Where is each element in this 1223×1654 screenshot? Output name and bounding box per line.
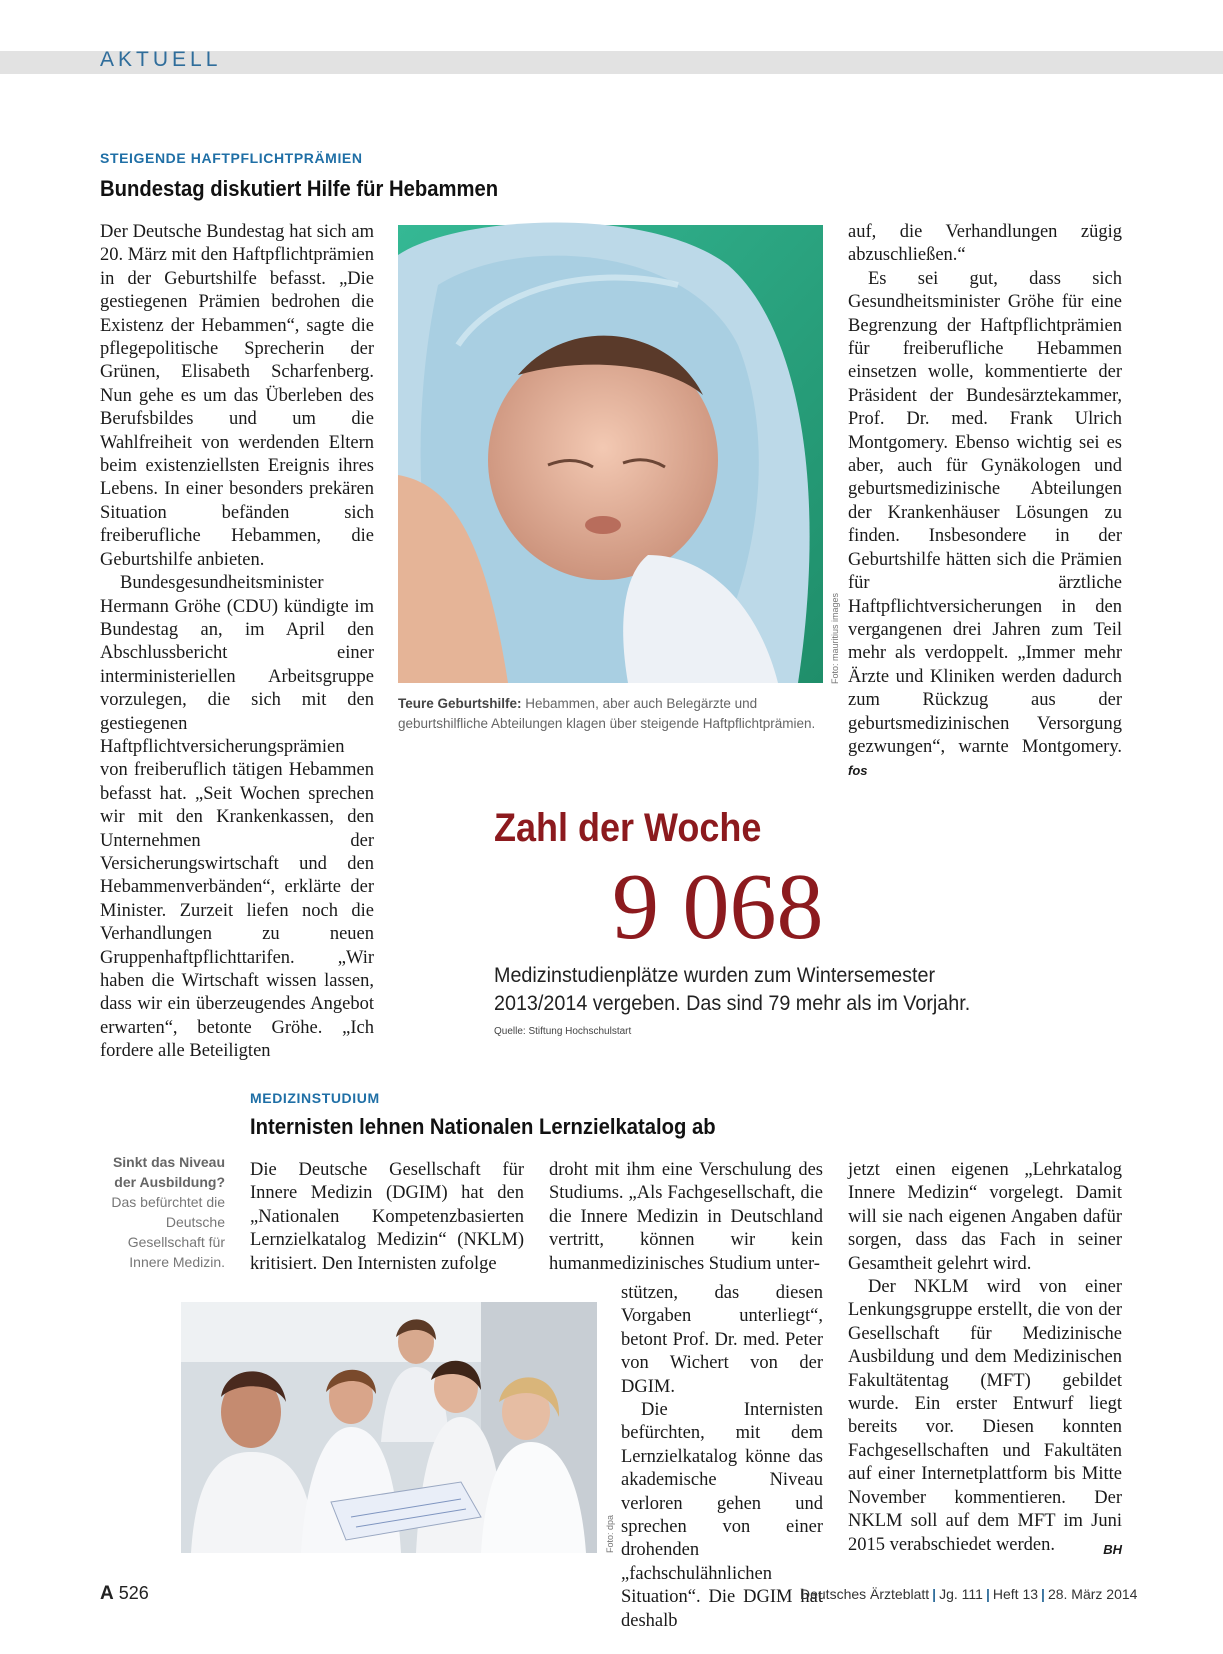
article2-column-2-top bbox=[549, 1159, 823, 1277]
article2-headline: Internisten lehnen Nationalen Lernzielkatalog ab bbox=[250, 1114, 716, 1139]
newborn-photo bbox=[398, 225, 823, 683]
article1-col1-paragraph-2: Bundesgesundheitsminister Hermann Gröhe (CDU) kündigte im Bundestag an, im April den Abschlussbericht einer interministeriellen Arbeitsgruppe vorzulegen, die sich mit den gestiegenen Haftpflichtversicherungsprämien von freiberuflich tätigen Hebammen befasst hat. „Seit Wochen sprechen wir mit den Krankenkassen, den Unternehmen der Versicherungswirtschaft und den Hebammenverbänden“, erklärte der Minister. Zurzeit liefen noch die Verhandlungen zu neuen Gruppenhaftpflichttarifen. „Wir haben die Wirtschaft wissen lassen, dass wir ein überzeugendes Angebot erwarten“, betonte Gröhe. „Ich fordere alle Beteiligten bbox=[100, 573, 374, 1062]
zahl-der-woche-number: 9 068 bbox=[612, 855, 824, 959]
footer-journal-info bbox=[800, 1586, 1138, 1602]
page-number-value: 526 bbox=[118, 1583, 149, 1603]
article2-col1-paragraph: Die Deutsche Gesellschaft für Innere Medizin (DGIM) hat den „Nationalen Kompetenzbasierten Lernzielkatalog Medizin“ (NKLM) kritisiert. Den Internisten zufolge bbox=[250, 1160, 524, 1274]
footer-issue: Heft 13 bbox=[992, 1586, 1039, 1602]
footer-separator: | bbox=[932, 1586, 937, 1602]
footer-separator: | bbox=[1041, 1586, 1045, 1602]
footer-date: 28. März 2014 bbox=[1047, 1586, 1138, 1602]
article1-col3-paragraph-1: auf, die Verhandlungen zügig abzuschließen.“ bbox=[848, 222, 1122, 266]
page-number bbox=[100, 1583, 149, 1605]
sidenote-text: Das befürchtet die Deutsche Gesellschaft für Innere Medizin. bbox=[111, 1194, 225, 1270]
footer-separator: | bbox=[985, 1586, 990, 1602]
footer-volume: Jg. 111 bbox=[939, 1586, 983, 1602]
article1-kicker: STEIGENDE HAFTPFLICHTPRÄMIEN bbox=[100, 150, 363, 166]
article1-column-1 bbox=[100, 221, 374, 1062]
caption-lead: Teure Geburtshilfe: bbox=[398, 696, 522, 711]
article2-column-1 bbox=[250, 1159, 524, 1277]
article2-col2-paragraph-1: stützen, das diesen Vorgaben unterliegt“, betont Prof. Dr. med. Peter von Wichert von der DGIM. bbox=[621, 1283, 823, 1397]
article2-col2-paragraph-2: Die Internisten befürchten, mit dem Lernzielkatalog könne das akademische Niveau verloren gehen und sprechen von einer drohenden „fachschulähnlichen Situation“. Die DGIM hat deshalb bbox=[621, 1400, 823, 1631]
doctors-photo bbox=[181, 1302, 597, 1553]
article1-photo-caption bbox=[398, 694, 823, 734]
article2-col2-top-paragraph: droht mit ihm eine Verschulung des Studiums. „Als Fachgesellschaft, die die Innere Medizin in Deutschland vertritt, können wir kein humanmedizinisches Studium unter- bbox=[549, 1160, 823, 1274]
article1-column-3 bbox=[848, 221, 1122, 779]
article2-signature: BH bbox=[1103, 1541, 1122, 1557]
zahl-der-woche-source: Quelle: Stiftung Hochschulstart bbox=[494, 1026, 632, 1037]
caption-text: Hebammen, aber auch Belegärzte und geburtshilfliche Abteilungen klagen über steigende Haftpflichtprämien. bbox=[398, 696, 816, 731]
article1-col3-paragraph-2 bbox=[848, 268, 1122, 783]
article2-column-2-bottom bbox=[621, 1282, 823, 1631]
article2-col3-paragraph-1: jetzt einen eigenen „Lehrkatalog Innere Medizin“ vorgelegt. Damit will sie nach eigenen Angaben dafür sorgen, dass das Fach in seiner Gesamtheit gelehrt wird. bbox=[848, 1160, 1122, 1274]
article1-col1-paragraph-1: Der Deutsche Bundestag hat sich am 20. März mit den Haftpflichtprämien in der Geburtshilfe befasst. „Die gestiegenen Prämien bedrohen die Existenz der Hebammen“, sagte die pflegepolitische Sprecherin der Grünen, Elisabeth Scharfenberg. Nun gehe es um das Überleben des Berufsbildes und um die Wahlfreiheit von werdenden Eltern beim existenziellsten Ereignis ihres Lebens. In einer besonders prekären Situation befänden sich freiberufliche Hebammen, die Geburtshilfe anbieten. bbox=[100, 222, 374, 570]
article2-col3-paragraph-2 bbox=[848, 1276, 1122, 1557]
article2-photo-credit: Foto: dpa bbox=[605, 1514, 615, 1553]
article2-column-3 bbox=[848, 1159, 1122, 1569]
article1-photo-credit: Foto: mauritius images bbox=[830, 592, 840, 684]
article1-headline: Bundestag diskutiert Hilfe für Hebammen bbox=[100, 176, 499, 201]
page-prefix: A bbox=[100, 1583, 114, 1604]
zahl-der-woche-title: Zahl der Woche bbox=[494, 806, 762, 850]
article2-sidenote bbox=[100, 1152, 225, 1272]
footer-journal: Deutsches Ärzteblatt bbox=[800, 1586, 930, 1602]
zahl-der-woche-text: Medizinstudienplätze wurden zum Wintersemester 2013/2014 vergeben. Das sind 79 mehr als im Vorjahr. bbox=[494, 964, 971, 1015]
section-label: AKTUELL bbox=[100, 48, 222, 71]
article2-col3-text: Der NKLM wird von einer Lenkungsgruppe erstellt, die von der Gesellschaft für Medizinische Ausbildung und dem Medizinischen Fakultätentag (MFT) gebildet wurde. Ein erster Entwurf liegt bereits vor. Diesen konnten Fachgesellschaften und Fakultäten auf einer Internetplattform bis Mitte November kommentieren. Der NKLM soll auf dem MFT im Juni 2015 verabschiedet werden. bbox=[848, 1277, 1122, 1555]
article2-kicker: MEDIZINSTUDIUM bbox=[250, 1090, 380, 1106]
article1-signature: fos bbox=[848, 763, 868, 779]
sidenote-lead: Sinkt das Niveau der Ausbildung? bbox=[112, 1154, 225, 1190]
article1-col3-text: Es sei gut, dass sich Gesundheitsminister Gröhe für eine Begrenzung der Haftpflichtprämien für freiberufliche Hebammen einsetzen wolle, kommentierte der Präsident der Bundesärztekammer, Prof. Dr. med. Frank Ulrich Montgomery. Ebenso wichtig sei es aber, auch für Gynäkologen und geburtsmedizinische Abteilungen der Krankenhäuser Lösungen zu finden. Insbesondere in der Geburtshilfe hätten sich die Prämien für ärztliche Haftpflichtversicherungen in den vergangenen drei Jahren zum Teil mehr als verdoppelt. „Immer mehr Ärzte und Kliniken werden dadurch zum Rückzug aus der geburtsmedizinischen Versorgung gezwungen“, warnte Montgomery. bbox=[848, 268, 1122, 757]
